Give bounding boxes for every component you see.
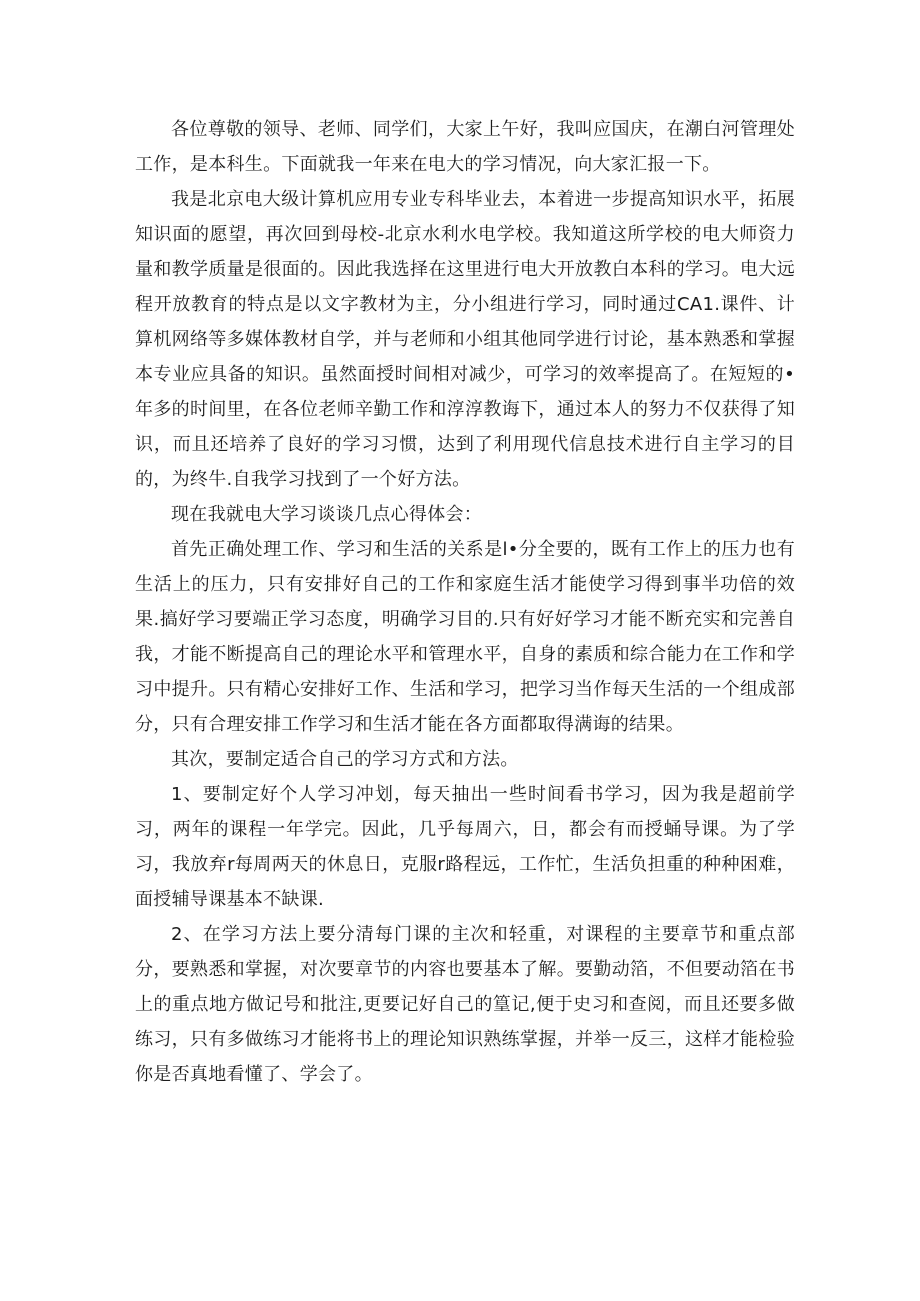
paragraph-greeting: 各位尊敬的领导、老师、同学们，大家上午好，我叫应国庆，在潮白河管理处工作，是本科生。下面就我一年来在电大的学习情况，向大家汇报一下。 xyxy=(135,119,795,175)
paragraph-background: 我是北京电大级计算机应用专业专科毕业去，本着进一步提高知识水平，拓展知识面的愿望，再次回到母校-北京水利水电学校。我知道这所学校的电大师资力量和教学质量是很面的。因此我选择在这里进行电大开放教白本科的学习。电大远程开放教育的特点是以文字教材为主，分小组进行学习，同时通过CA1.课件、计算机网络等多媒体教材自学，并与老师和小组其他同学进行讨论，基本熟悉和掌握本专业应具备的知识。虽然面授时间相对减少，可学习的效率提高了。在短短的•年多的时间里，在各位老师辛勤工作和淳淳教诲下，通过本人的努力不仅获得了知识，而且还培养了良好的学习习惯，达到了利用现代信息技术进行自主学习的目的，为终牛.自我学习找到了一个好方法。 xyxy=(135,189,795,490)
paragraph-study-plan: 1、要制定好个人学习冲划，每天抽出一些时间看书学习，因为我是超前学习，两年的课程一年学完。因此，几乎每周六，日，都会有而授蛹导课。为了学习，我放弃r每周两天的休息日，克服r路程远，工作忙，生活负担重的种种困难，面授辅导课基本不缺课. xyxy=(135,784,795,910)
paragraph-study-methods-heading: 其次，要制定适合自己的学习方式和方法。 xyxy=(171,749,519,770)
paragraph-study-approach: 2、在学习方法上要分清每门课的主次和轻重，对课程的主要章节和重点部分，要熟悉和掌握，对次要章节的内容也要基本了解。要勤动箔，不但要动箔在书上的重点地方做记号和批注,更要记好自己的篁记,便于史习和查阅，而且还要多做练习，只有多做练习才能将书上的理论知识熟练掌握，并举一反三，这样才能检验你是否真地看懂了、学会了。 xyxy=(135,924,795,1085)
paragraph-intro-experience: 现在我就电大学习谈谈几点心得体会： xyxy=(171,504,483,525)
paragraph-work-study-balance: 首先正确处理工作、学习和生活的关系是l•分全要的，既有工作上的压力也有生活上的压力，只有安排好自己的工作和家庭生活才能使学习得到事半功倍的效果.搞好学习要端正学习态度，明确学习目的.只有好好学习才能不断充实和完善自我，才能不断提高自己的理论水平和管理水平，自身的素质和综合能力在工作和学习中提升。只有精心安排好工作、生活和学习，把学习当作每天生活的一个组成部分，只有合理安排工作学习和生活才能在各方面都取得满诲的结果。 xyxy=(135,539,795,735)
document-body xyxy=(135,112,795,1092)
